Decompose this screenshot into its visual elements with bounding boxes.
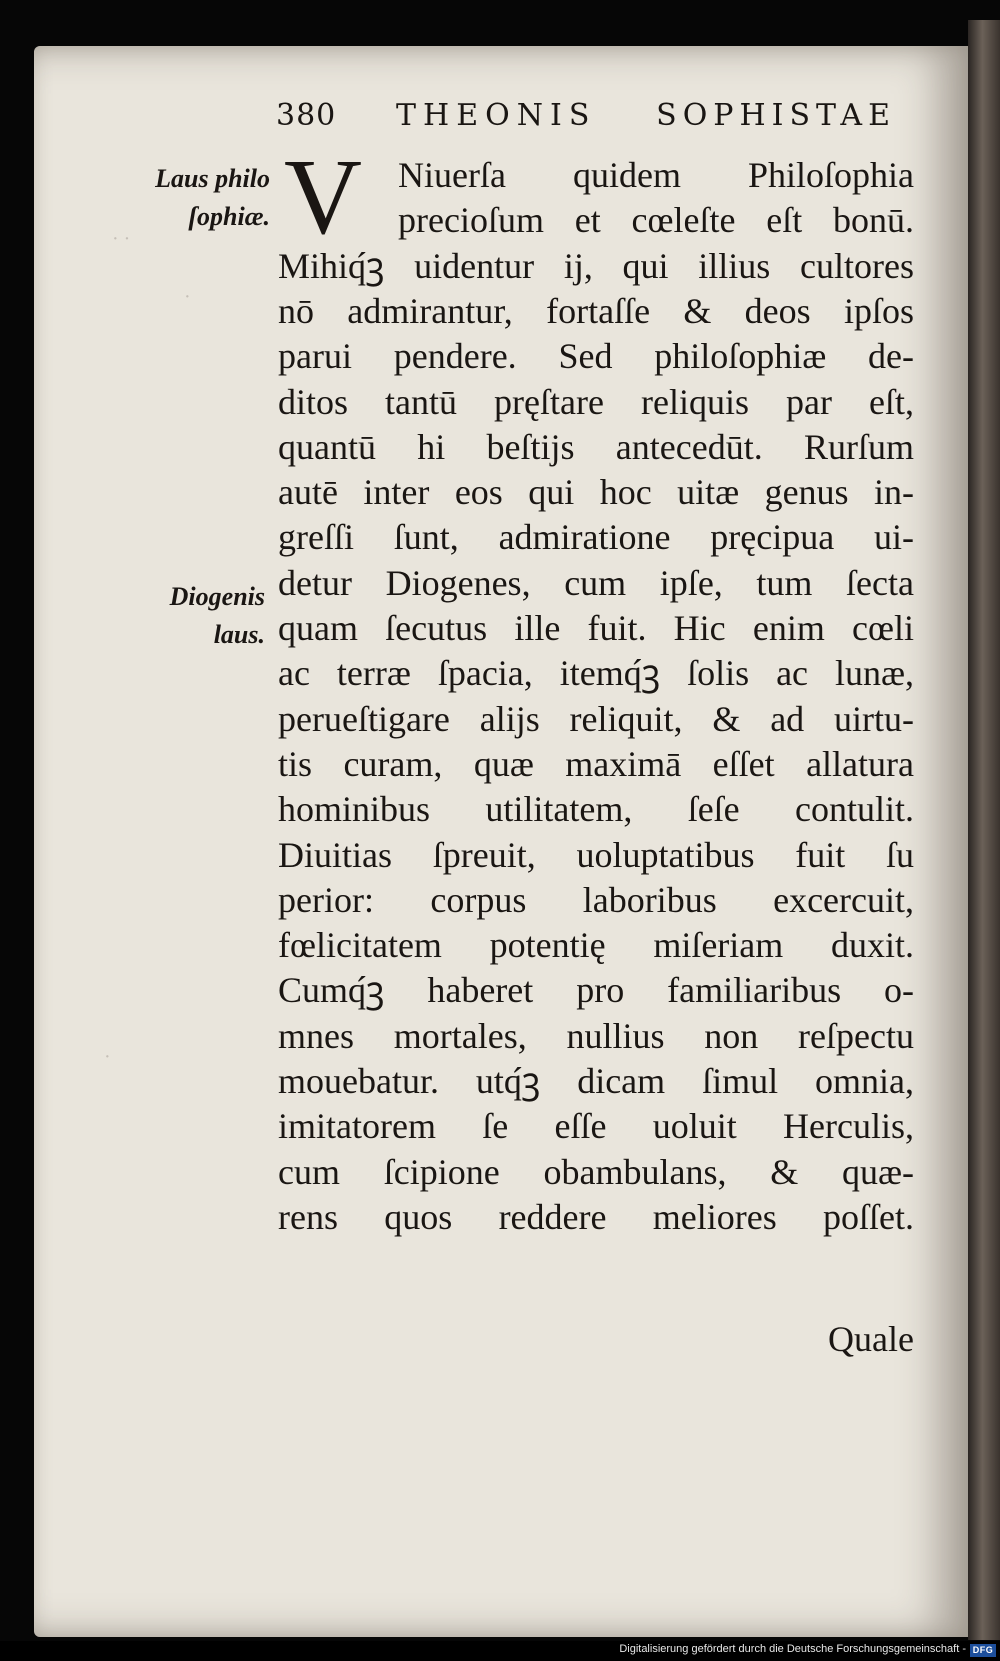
page-number: 380 [276, 98, 337, 133]
text-line: mnes mortales, nullius non reſpectu [278, 1016, 914, 1056]
text-line: parui pendere. Sed philoſophiæ de- [278, 336, 914, 376]
marginal-note-line: Diogenis [169, 582, 265, 611]
text-line: Mihiq́ꝫ uidentur ij, qui illius cultores [278, 246, 914, 286]
text-line: detur Diogenes, cum ipſe, tum ſecta [278, 563, 914, 603]
text-line: mouebatur. utq́ꝫ dicam ſimul omnia, [278, 1061, 914, 1101]
text-line: tis curam, quæ maximā eſſet allatura [278, 744, 914, 784]
text-line: quam ſecutus ille fuit. Hic enim cœli [278, 608, 914, 648]
text-line: nō admirantur, fortaſſe & deos ipſos [278, 291, 914, 331]
footer-credit: Digitalisierung gefördert durch die Deutsche Forschungsgemeinschaft - [619, 1643, 966, 1655]
dfg-logo: DFG [970, 1644, 996, 1657]
text-line: cum ſcipione obambulans, & quæ- [278, 1152, 914, 1192]
text-line: Diuitias ſpreuit, uoluptatibus fuit ſu [278, 835, 914, 875]
catchword: Quale [828, 1319, 914, 1359]
text-line: rens quos reddere meliores poſſet. [278, 1197, 914, 1237]
binding-gutter [968, 20, 1000, 1640]
text-line: perior: corpus laboribus excercuit, [278, 880, 914, 920]
marginal-note-line: ſophiæ. [188, 202, 270, 231]
text-line: ac terræ ſpacia, itemq́ꝫ ſolis ac lunæ, [278, 653, 914, 693]
text-line: fœlicitatem potentię miſeriam duxit. [278, 925, 914, 965]
marginal-note-laus-philosophiae [110, 160, 270, 236]
marginal-note-line: Laus philo [155, 164, 270, 193]
text-line: Niuerſa quidem Philoſophia [398, 155, 914, 195]
digitization-footer [0, 1641, 1000, 1661]
marginal-note-line: laus. [213, 620, 265, 649]
text-line: Cumq́ꝫ haberet pro familiaribus o- [278, 970, 914, 1010]
text-line: ditos tantū pręſtare reliquis par eſt, [278, 382, 914, 422]
running-title-left: THEONIS [396, 98, 597, 133]
running-head [276, 98, 896, 138]
show-through-mark: · [104, 1046, 111, 1068]
text-line: precioſum et cœleſte eſt bonū. [398, 200, 914, 240]
text-line: autē inter eos qui hoc uitæ genus in- [278, 472, 914, 512]
marginal-note-diogenis-laus [130, 578, 265, 654]
running-title-right: SOPHISTAE [656, 98, 896, 133]
text-line: imitatorem ſe eſſe uoluit Herculis, [278, 1106, 914, 1146]
show-through-mark: · [184, 286, 191, 308]
drop-cap: V [284, 138, 362, 257]
text-line: greſſi ſunt, admiratione pręcipua ui- [278, 517, 914, 557]
text-line: hominibus utilitatem, ſeſe contulit. [278, 789, 914, 829]
text-line: perueſtigare alijs reliquit, & ad uirtu- [278, 699, 914, 739]
text-line: quantū hi beſtijs antecedūt. Rurſum [278, 427, 914, 467]
show-through-mark: · · [112, 228, 131, 250]
